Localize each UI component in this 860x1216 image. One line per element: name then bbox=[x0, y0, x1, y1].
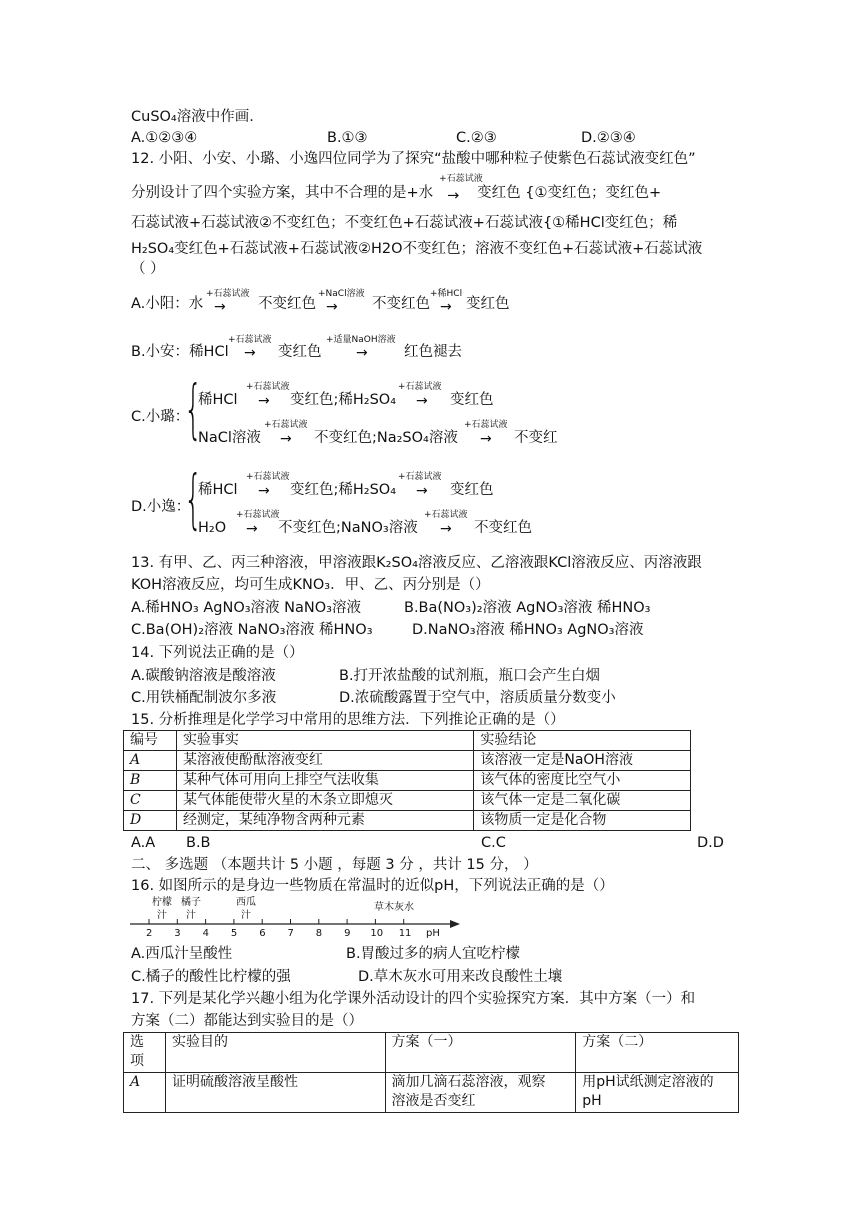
table-header-cell: 实验事实 bbox=[176, 731, 473, 751]
q11-option-d: D.②③④ bbox=[581, 130, 636, 146]
table-row bbox=[124, 791, 691, 811]
table-cell: 该气体一定是二氧化碳 bbox=[474, 791, 691, 811]
q12-option-b-step2: 变红色 bbox=[278, 344, 322, 360]
q12-option-b-label: B.小安： bbox=[131, 344, 190, 360]
q12-option-d-row2a: H₂O bbox=[198, 520, 227, 536]
q13-stem-line1: 13. 有甲、乙、丙三种溶液，甲溶液跟K₂SO₄溶液反应、乙溶液跟KCl溶液反应、丙溶液跟 bbox=[131, 555, 702, 571]
ph-label-watermelon-sub: 汁 bbox=[241, 910, 251, 921]
q16-option-c: C.橘子的酸性比柠檬的强 bbox=[131, 969, 291, 985]
q16-option-b: B.胃酸过多的病人宜吃柠檬 bbox=[346, 946, 521, 962]
plan1-line1: 滴加几滴石蕊溶液，观察 bbox=[391, 1074, 546, 1090]
q14-stem: 14. 下列说法正确的是（） bbox=[131, 645, 304, 661]
reaction-arrow-icon: → bbox=[326, 299, 338, 315]
q14-option-b: B.打开浓盐酸的试剂瓶，瓶口会产生白烟 bbox=[339, 668, 601, 684]
q12-option-a-reagent1: +石蕊试液 bbox=[206, 289, 250, 299]
q12-option-c-row1a: 稀HCl bbox=[198, 392, 238, 408]
q15-option-c: C.C bbox=[481, 835, 506, 851]
section-heading: 二、 多选题 （本题共计 5 小题 ，每题 3 分 ，共计 15 分， ） bbox=[131, 857, 538, 873]
q12-arrow-reagent: +石蕊试液 bbox=[439, 174, 483, 184]
table-cell: 证明硫酸溶液呈酸性 bbox=[165, 1073, 385, 1113]
reaction-arrow-icon: → bbox=[214, 299, 226, 315]
q13-option-b: B.Ba(NO₃)₂溶液 AgNO₃溶液 稀HNO₃ bbox=[404, 600, 651, 616]
q12-option-d-label: D.小逸： bbox=[131, 499, 191, 515]
plan2-line2: pH bbox=[582, 1093, 602, 1109]
row-id: A bbox=[130, 1074, 141, 1090]
q12-option-c-reagent: +石蕊试液 bbox=[464, 420, 508, 430]
ph-tick-label: 5 bbox=[230, 928, 238, 939]
q16-option-d: D.草木灰水可用来改良酸性土壤 bbox=[358, 969, 563, 985]
q15-stem: 15. 分析推理是化学学习中常用的思维方法．下列推论正确的是（） bbox=[131, 712, 565, 728]
row-id: C bbox=[130, 792, 141, 808]
table-header-cell: 实验结论 bbox=[474, 731, 691, 751]
ph-tick-label: 10 bbox=[370, 928, 384, 939]
q12-stem-line2 bbox=[131, 174, 662, 204]
ph-tick-label: 2 bbox=[146, 928, 153, 939]
ph-arrowhead-icon bbox=[450, 920, 460, 928]
plan2-line1: 用pH试纸测定溶液的 bbox=[582, 1074, 714, 1090]
q14-option-d: D.浓硫酸露置于空气中，溶质质量分数变小 bbox=[339, 690, 616, 706]
q13-option-d: D.NaNO₃溶液 稀HNO₃ AgNO₃溶液 bbox=[412, 622, 644, 638]
reaction-arrow-icon: → bbox=[258, 483, 270, 499]
table-header-cell: 编号 bbox=[124, 731, 177, 751]
q12-option-d-row2c: 不变红色 bbox=[474, 520, 532, 536]
q12-option-b-reagent1: +石蕊试液 bbox=[228, 335, 272, 345]
q17-stem-line1: 17. 下列是某化学兴趣小组为化学课外活动设计的四个实验探究方案．其中方案（一）和 bbox=[131, 991, 696, 1007]
q12-stem-line1: 12. 小阳、小安、小璐、小逸四位同学为了探究“盐酸中哪种粒子使紫色石蕊试液变红色” bbox=[131, 151, 696, 167]
table-row bbox=[124, 751, 691, 771]
q12-option-b-step1: 稀HCl bbox=[189, 344, 229, 360]
table-cell: 该气体的密度比空气小 bbox=[474, 771, 691, 791]
row-id: D bbox=[130, 812, 142, 828]
q16-stem: 16. 如图所示的是身边一些物质在常温时的近似pH，下列说法正确的是（） bbox=[131, 878, 614, 894]
q15-option-a: A.A bbox=[131, 835, 156, 851]
reaction-arrow-icon: → bbox=[480, 431, 492, 447]
table-cell bbox=[124, 1073, 166, 1113]
q13-stem-line2: KOH溶液反应，均可生成KNO₃．甲、乙、丙分别是（） bbox=[131, 577, 490, 593]
table-header-cell bbox=[124, 1033, 166, 1073]
q12-option-a bbox=[131, 294, 203, 314]
ph-label-watermelon: 西瓜 bbox=[236, 897, 256, 908]
ph-axis-label: pH bbox=[426, 928, 440, 939]
reaction-arrow-icon: → bbox=[440, 299, 452, 315]
ph-label-lemon: 柠檬 bbox=[152, 897, 172, 908]
ph-label-plant-ash: 草木灰水 bbox=[374, 902, 414, 913]
q12-option-a-step3: 不变红色 bbox=[372, 296, 430, 312]
reaction-arrow-icon: → bbox=[246, 521, 258, 537]
q13-option-a: A.稀HNO₃ AgNO₃溶液 NaNO₃溶液 bbox=[131, 600, 361, 616]
table-cell bbox=[385, 1073, 576, 1113]
table-cell bbox=[124, 811, 177, 831]
q12-option-c-label: C.小璐： bbox=[131, 409, 190, 425]
ph-label-orange-sub: 汁 bbox=[186, 910, 196, 921]
ph-label-lemon-sub: 汁 bbox=[157, 910, 167, 921]
q12-option-d-row1a: 稀HCl bbox=[198, 482, 238, 498]
q14-option-a: A.碳酸钠溶液是酸溶液 bbox=[131, 668, 276, 684]
q12-stem-line3: 石蕊试液+石蕊试液②不变红色；不变红色+石蕊试液+石蕊试液{①稀HCl变红色；稀 bbox=[131, 215, 678, 231]
table-cell bbox=[576, 1073, 739, 1113]
reaction-arrow-icon: → bbox=[416, 483, 428, 499]
q12-stem-line2-post: 变红色 {①变红色；变红色+ bbox=[477, 185, 662, 201]
q12-option-a-reagent3: +稀HCl bbox=[430, 289, 463, 299]
ph-tick-label: 9 bbox=[344, 928, 351, 939]
q12-option-b bbox=[131, 342, 229, 362]
q12-option-d-reagent: +石蕊试液 bbox=[246, 472, 290, 482]
top-line: CuSO₄溶液中作画. bbox=[131, 109, 254, 125]
table-header-cell: 方案（一） bbox=[385, 1033, 576, 1073]
table-row bbox=[124, 1073, 739, 1113]
table-header-row bbox=[124, 1033, 739, 1073]
row-id: B bbox=[130, 772, 141, 788]
brace-icon: { bbox=[184, 463, 203, 537]
q17-stem-line2: 方案（二）都能达到实验目的是（） bbox=[131, 1013, 363, 1029]
q13-option-c: C.Ba(OH)₂溶液 NaNO₃溶液 稀HNO₃ bbox=[131, 622, 373, 638]
q12-option-b-step3: 红色褪去 bbox=[404, 344, 462, 360]
table-cell bbox=[124, 791, 177, 811]
q15-option-b: B.B bbox=[186, 835, 211, 851]
q14-option-c: C.用铁桶配制波尔多液 bbox=[131, 690, 277, 706]
q12-arrow-group bbox=[433, 174, 483, 204]
reaction-arrow-icon: → bbox=[440, 521, 452, 537]
q12-option-c-reagent: +石蕊试液 bbox=[246, 382, 290, 392]
reaction-arrow-icon: → bbox=[258, 393, 270, 409]
q12-option-c-row1b: 变红色;稀H₂SO₄ bbox=[290, 392, 397, 408]
plan1-line2: 溶液是否变红 bbox=[391, 1093, 476, 1109]
q12-option-d-reagent: +石蕊试液 bbox=[424, 510, 468, 520]
table-cell: 某溶液使酚酞溶液变红 bbox=[176, 751, 473, 771]
q15-option-d: D.D bbox=[697, 835, 724, 851]
table-row bbox=[124, 771, 691, 791]
table-cell: 某种气体可用向上排空气法收集 bbox=[176, 771, 473, 791]
ph-tick-label: 4 bbox=[202, 928, 209, 939]
header-select-part1: 选 bbox=[130, 1034, 144, 1050]
table-cell: 该物质一定是化合物 bbox=[474, 811, 691, 831]
q12-option-a-step2: 不变红色 bbox=[258, 296, 316, 312]
row-id: A bbox=[130, 752, 141, 768]
q12-stem-line4: H₂SO₄变红色+石蕊试液+石蕊试液②H2O不变红色；溶液不变红色+石蕊试液+石蕊试液 bbox=[131, 241, 703, 257]
header-select-part2: 项 bbox=[130, 1053, 144, 1069]
q15-table bbox=[123, 730, 691, 831]
q12-answer-paren: （ ） bbox=[131, 261, 165, 277]
reaction-arrow-icon: → bbox=[244, 345, 256, 361]
table-header-row bbox=[124, 731, 691, 751]
table-row bbox=[124, 811, 691, 831]
table-cell bbox=[124, 751, 177, 771]
q11-option-a: A.①②③④ bbox=[131, 130, 198, 146]
q12-stem-line2-pre: 分别设计了四个实验方案，其中不合理的是+水 bbox=[131, 185, 434, 201]
reaction-arrow-icon: → bbox=[280, 431, 292, 447]
q12-option-d-row1c: 变红色 bbox=[450, 482, 494, 498]
q12-option-d-reagent: +石蕊试液 bbox=[398, 472, 442, 482]
q12-option-c-row2c: 不变红 bbox=[514, 430, 558, 446]
q11-option-b: B.①③ bbox=[327, 130, 368, 146]
table-cell: 经测定，某纯净物含两种元素 bbox=[176, 811, 473, 831]
reaction-arrow-icon: → bbox=[416, 393, 428, 409]
ph-label-orange: 橘子 bbox=[181, 897, 201, 908]
q16-option-a: A.西瓜汁呈酸性 bbox=[131, 946, 233, 962]
ph-tick-label: 8 bbox=[315, 928, 323, 939]
q12-option-d-row2b: 不变红色;NaNO₃溶液 bbox=[278, 520, 418, 536]
q12-option-a-step1: 水 bbox=[188, 296, 204, 312]
ph-tick-label: 7 bbox=[287, 928, 294, 939]
q12-option-c-reagent: +石蕊试液 bbox=[264, 420, 308, 430]
q12-option-b-reagent2: +适量NaOH溶液 bbox=[326, 335, 396, 345]
table-cell: 该溶液一定是NaOH溶液 bbox=[474, 751, 691, 771]
ph-tick-label: 6 bbox=[259, 928, 266, 939]
ph-tick-label: 11 bbox=[398, 928, 412, 939]
q12-option-a-reagent2: +NaCl溶液 bbox=[318, 289, 365, 299]
q12-option-d-row1b: 变红色;稀H₂SO₄ bbox=[290, 482, 397, 498]
brace-icon: { bbox=[184, 373, 203, 447]
table-header-cell: 实验目的 bbox=[165, 1033, 385, 1073]
q12-option-c-row2b: 不变红色;Na₂SO₄溶液 bbox=[314, 430, 458, 446]
table-header-cell: 方案（二） bbox=[576, 1033, 739, 1073]
q12-option-c-reagent: +石蕊试液 bbox=[398, 382, 442, 392]
table-cell: 某气体能使带火星的木条立即熄灭 bbox=[176, 791, 473, 811]
q11-option-c: C.②③ bbox=[456, 130, 497, 146]
q17-table bbox=[123, 1032, 739, 1113]
q12-option-d-reagent: +石蕊试液 bbox=[236, 510, 280, 520]
ph-tick-label: 3 bbox=[174, 928, 181, 939]
reaction-arrow-icon: → bbox=[447, 188, 460, 204]
reaction-arrow-icon: → bbox=[356, 345, 368, 361]
q12-option-a-label: A.小阳： bbox=[131, 296, 189, 312]
table-cell bbox=[124, 771, 177, 791]
q12-option-c-row1c: 变红色 bbox=[450, 392, 494, 408]
q12-option-c-row2a: NaCl溶液 bbox=[198, 430, 261, 446]
q12-option-a-step4: 变红色 bbox=[466, 296, 510, 312]
